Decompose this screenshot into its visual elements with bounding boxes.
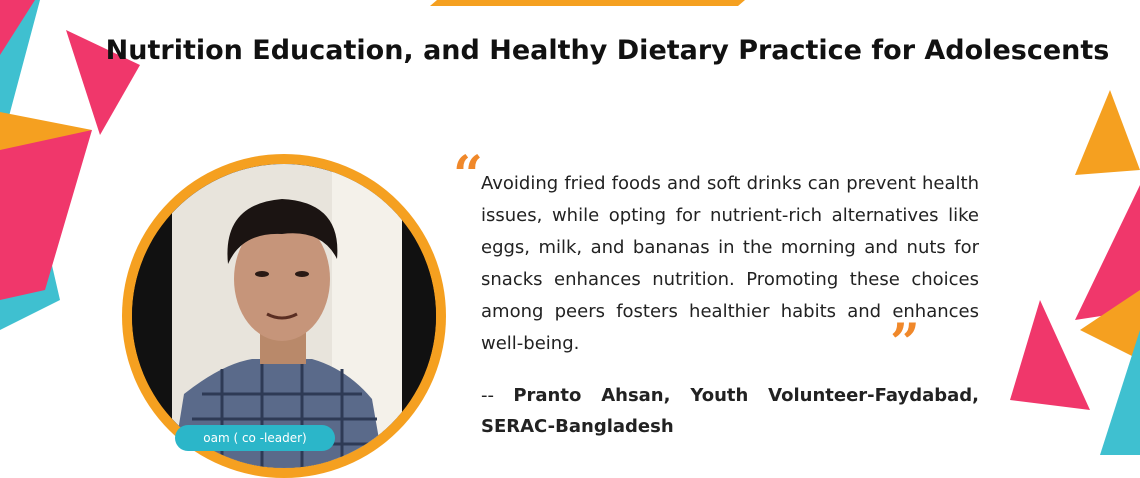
portrait-illustration [132,164,436,468]
closing-quotation-mark-icon: ” [890,313,920,374]
right-orange-triangle [1075,90,1140,175]
attribution-name: Pranto Ahsan, Youth Volunteer-Faydabad, SERAC-Bangladesh [481,385,980,437]
quote-text: Avoiding fried foods and soft drinks can prevent health issues, while opting for nutrient-rich alternatives like eggs, milk, and bananas in the morning and nuts for snacks enhances nutrition. Promoting these choices among peers fosters healthier habits and enhances well-being. [481,173,979,354]
page-title: Nutrition Education, and Healthy Dietary Practice for Adolescents [105,35,1110,66]
opening-quotation-mark-icon: “ [453,145,483,206]
portrait-photo [132,164,436,468]
attribution-prefix: -- [481,385,514,406]
photo-caption: oam ( co -leader) [175,425,335,451]
top-orange-bar [430,0,745,6]
left-pink-band [0,130,92,300]
quote-attribution [481,380,979,442]
